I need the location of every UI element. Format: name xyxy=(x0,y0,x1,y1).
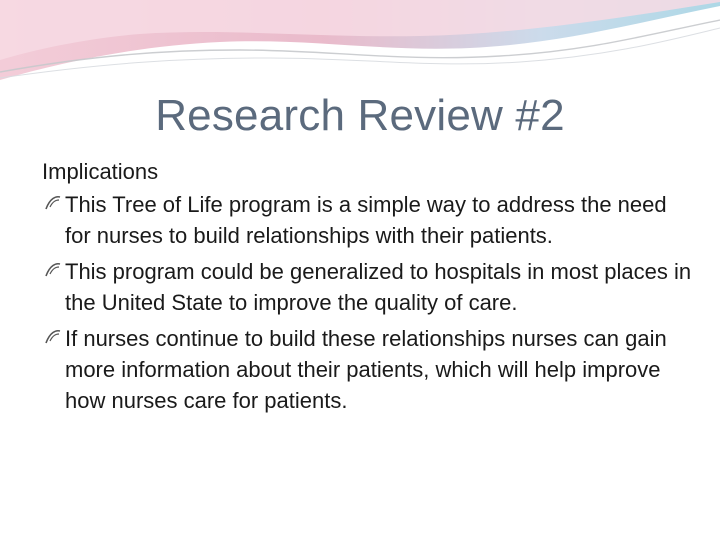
slide-body xyxy=(42,156,692,421)
curved-leaf-bullet-icon xyxy=(44,327,62,347)
bullet-text: This program could be generalized to hospitals in most places in the United State to improve the quality of care. xyxy=(65,259,692,315)
curved-leaf-bullet-icon xyxy=(44,260,62,280)
bullet-item xyxy=(42,323,692,416)
bullet-item xyxy=(42,189,692,251)
bullet-item xyxy=(42,256,692,318)
header-wave-decoration xyxy=(0,0,720,90)
bullet-text: This Tree of Life program is a simple way to address the need for nurses to build relationships with their patients. xyxy=(65,192,667,248)
slide-title: Research Review #2 xyxy=(155,91,565,140)
section-heading: Implications xyxy=(42,159,159,184)
bullet-text: If nurses continue to build these relationships nurses can gain more information about their patients, which will help improve how nurses care for patients. xyxy=(65,326,667,413)
curved-leaf-bullet-icon xyxy=(44,193,62,213)
